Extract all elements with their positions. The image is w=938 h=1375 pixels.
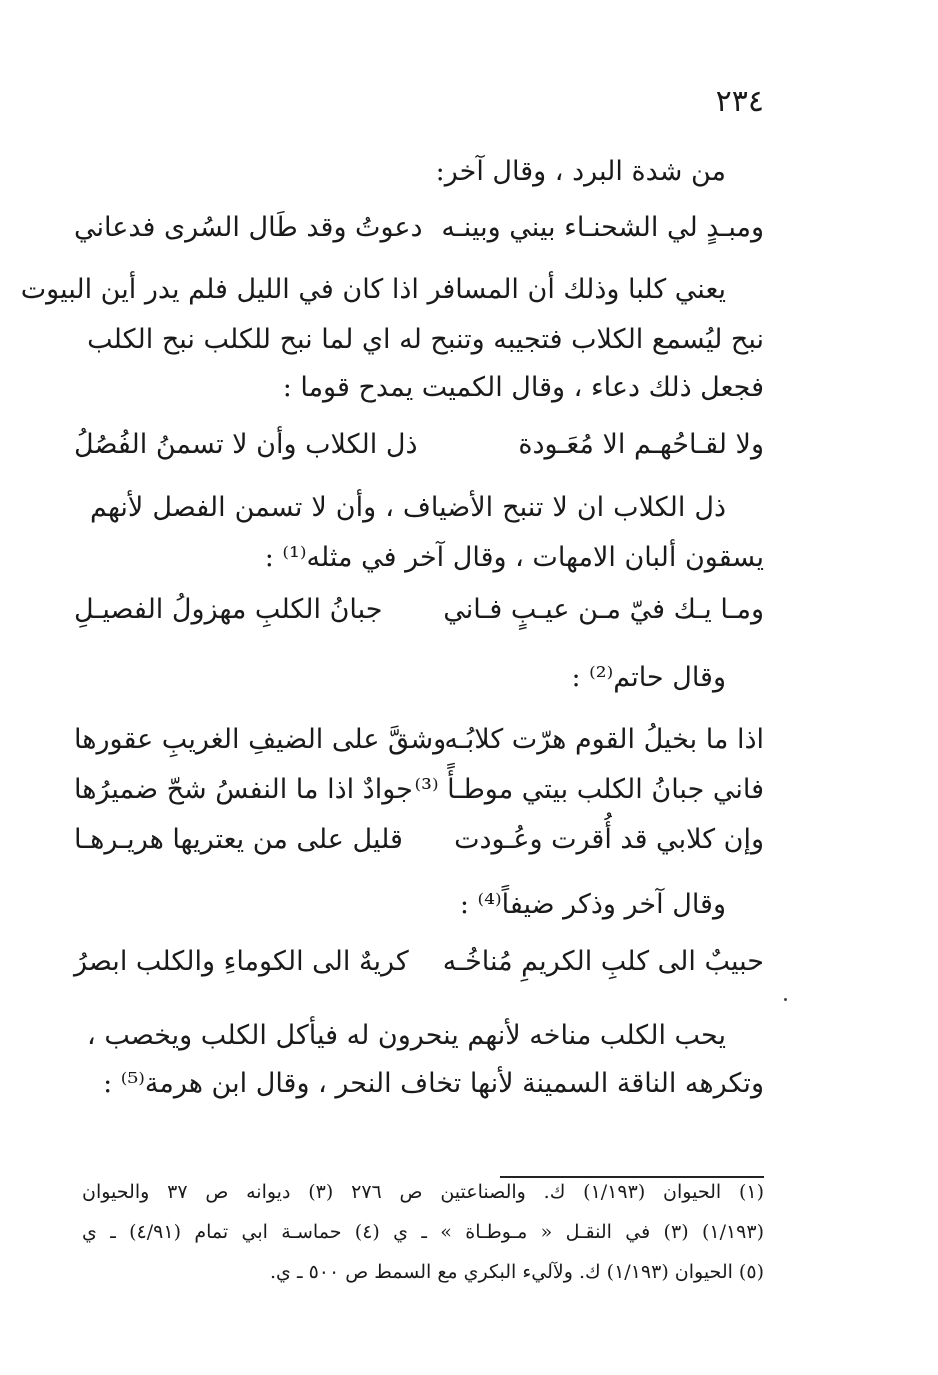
verse-first-hemistich: ومبـدٍ لي الشحنـاء بيني وبينـه — [441, 212, 764, 243]
verse-second-hemistich: وشقَّ على الضيفِ الغريبِ عقورها — [74, 724, 447, 755]
text-line: يحب الكلب مناخه لأنهم ينحرون له فيأكل الكلب ويخصب ، — [87, 1020, 726, 1051]
footnote-line: (١) الحيوان (١/١٩٣) ك. والصناعتين ص ٢٧٦ (٣) ديوانه ص ٣٧ والحيوان — [82, 1181, 765, 1203]
verse-first-hemistich: ومـا يـك فيّ مـن عيـبٍ فـاني — [443, 594, 764, 625]
text-line: ذل الكلاب ان لا تنبح الأضياف ، وأن لا تسمن الفصل لأنهم — [90, 492, 726, 523]
verse-first-hemistich: اذا ما بخيلُ القوم هرّت كلابُـه — [444, 724, 764, 755]
verse-line — [74, 942, 764, 982]
text-line: نبح ليُسمع الكلاب فتجيبه وتنبح له اي لما نبح للكلب نبح الكلب — [87, 324, 764, 355]
text-line: من شدة البرد ، وقال آخر: — [435, 156, 726, 187]
text-line: فجعل ذلك دعاء ، وقال الكميت يمدح قوما : — [282, 372, 764, 403]
footnote-line: (٥) الحيوان (١/١٩٣) ك. ولآليء البكري مع السمط ص ٥٠٠ ـ ي. — [270, 1261, 764, 1283]
text-line: وقال حاتم⁽²⁾ : — [571, 662, 726, 693]
text-line: وتكرهه الناقة السمينة لأنها تخاف النحر ، وقال ابن هرمة⁽⁵⁾ : — [103, 1068, 764, 1099]
text-line: يعني كلبا وذلك أن المسافر اذا كان في الليل فلم يدر أين البيوت — [20, 274, 726, 305]
text-line: وقال آخر وذكر ضيفاً⁽⁴⁾ : — [459, 889, 726, 920]
verse-second-hemistich: ذل الكلاب وأن لا تسمنُ الفُصُلُ — [74, 429, 418, 460]
verse-line — [74, 720, 764, 760]
verse-first-hemistich: فاني جبانُ الكلب بيتي موطـأً ⁽³⁾ — [414, 774, 764, 805]
verse-first-hemistich: حبيبٌ الى كلبِ الكريمِ مُناخُـه — [442, 946, 764, 977]
verse-second-hemistich: جبانُ الكلبِ مهزولُ الفصيـلِ — [74, 594, 383, 625]
verse-first-hemistich: ولا لقـاحُهـم الا مُعَـودة — [518, 429, 764, 460]
verse-second-hemistich: قليل على من يعتريها هريـرهـا — [74, 824, 403, 855]
verse-first-hemistich: وإن كلابي قد أُقرت وعُـودت — [454, 824, 764, 855]
page-speck — [784, 998, 787, 1001]
verse-second-hemistich: جوادٌ اذا ما النفسُ شحّ ضميرُها — [74, 774, 413, 805]
verse-second-hemistich: كريهٌ الى الكوماءِ والكلب ابصرُ — [74, 946, 409, 977]
verse-line — [74, 820, 764, 860]
verse-line — [74, 425, 764, 465]
footnote-line: (١/١٩٣) (٣) في النقـل « مـوطـاة » ـ ي (٤) حماسـة ابي تمام (٤/٩١) ـ ي — [82, 1221, 765, 1243]
page-number: ٢٣٤ — [715, 84, 764, 119]
verse-second-hemistich: دعوتُ وقد طَال السُرى فدعاني — [74, 212, 423, 243]
text-line: يسقون ألبان الامهات ، وقال آخر في مثله⁽¹⁾ : — [264, 542, 764, 573]
verse-line — [74, 770, 764, 810]
verse-line — [74, 590, 764, 630]
verse-line — [74, 208, 764, 248]
